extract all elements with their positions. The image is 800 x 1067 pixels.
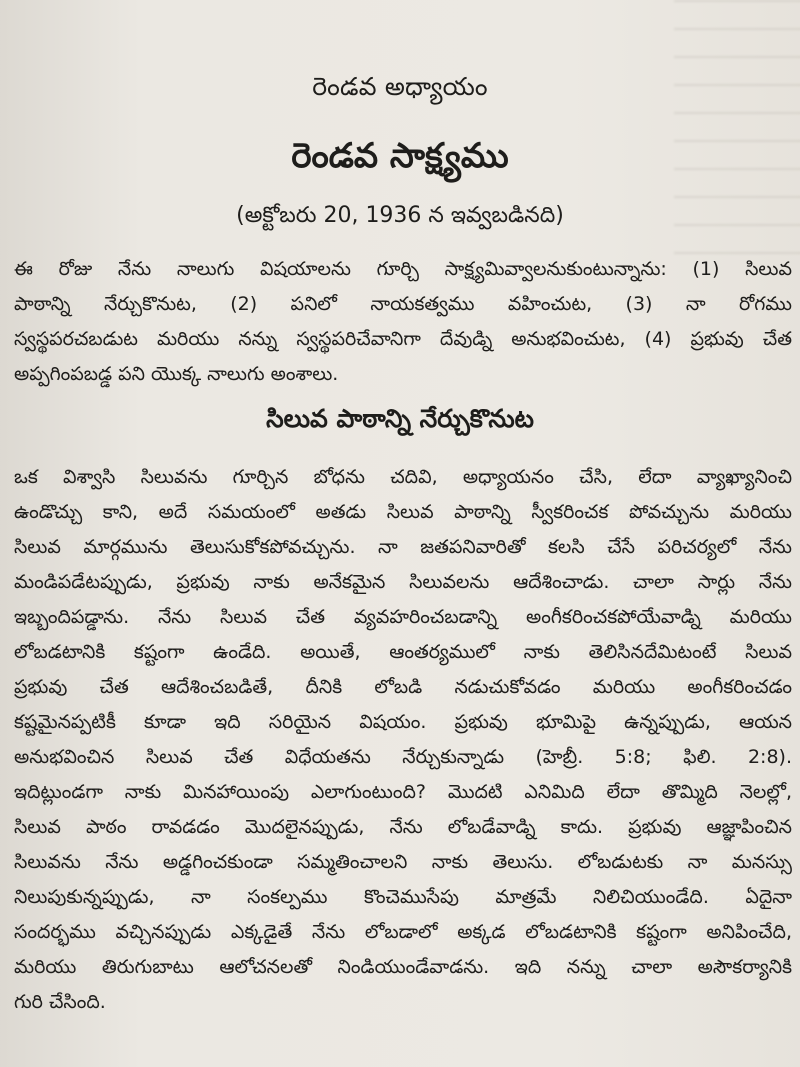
paragraph-line: సిలువ మార్గమును తెలుసుకోకపోవచ్చును. నా జతపనివారితో కలసి చేసే పరిచర్యలో నేను (14, 536, 792, 558)
paragraph-line: లోబడటానికి కష్టంగా ఉండేది. అయితే, ఆంతర్యములో నాకు తెలిసినదేమిటంటే సిలువ (14, 641, 792, 663)
section-heading: సిలువ పాఠాన్ని నేర్చుకొనుట (266, 404, 534, 433)
paragraph-line: అప్పగింపబడ్డ పని యొక్క నాలుగు అంశాలు. (14, 363, 339, 385)
paragraph-line: ఇబ్బందిపడ్డాను. నేను సిలువ చేత వ్యవహరించబడాన్ని అంగీకరించకపోయేవాడ్ని మరియు (14, 606, 792, 628)
chapter-title: రెండవ సాక్ష్యము (291, 136, 509, 176)
paragraph-line: అనుభవించిన సిలువ చేత విధేయతను నేర్చుకున్నాడు (హెబ్రీ. 5:8; ఫిలి. 2:8). (14, 746, 792, 768)
paragraph-line: స్వస్థపరచబడుట మరియు నన్ను స్వస్థపరిచేవానిగా దేవుడ్ని అనుభవించుట, (4) ప్రభువు చేత (14, 328, 792, 350)
paragraph-line: ఈ రోజు నేను నాలుగు విషయాలను గూర్చి సాక్ష్యమివ్వాలనుకుంటున్నాను: (1) సిలువ (14, 258, 792, 280)
paragraph-line: మండిపడేటప్పుడు, ప్రభువు నాకు అనేకమైన సిలువలను ఆదేశించాడు. చాలా సార్లు నేను (14, 571, 792, 593)
chapter-date: (అక్టోబరు 20, 1936 న ఇవ్వబడినది) (236, 203, 564, 228)
paragraph-line: కష్టమైనప్పటికీ కూడా ఇది సరియైన విషయం. ప్రభువు భూమిపై ఉన్నప్పుడు, ఆయన (14, 711, 792, 733)
paragraph-line: మరియు తిరుగుబాటు ఆలోచనలతో నిండియుండేవాడను. ఇది నన్ను చాలా అసౌకర్యానికి (14, 956, 792, 978)
paragraph-line: సందర్భము వచ్చినప్పుడు ఎక్కడైతే నేను లోబడాలో అక్కడ లోబడటానికి కష్టంగా అనిపించేది, (14, 921, 792, 943)
paragraph-line: సిలువను నేను అడ్డగించకుండా సమ్మతించాలని నాకు తెలుసు. లోబడుటకు నా మనస్సు (14, 851, 792, 873)
paragraph-line: నిలుపుకున్నప్పుడు, నా సంకల్పము కొంచెముసేపు మాత్రమే నిలిచియుండేది. ఏదైనా (14, 886, 792, 908)
paragraph-line: సిలువ పాఠం రావడడం మొదలైనప్పుడు, నేను లోబడేవాడ్ని కాదు. ప్రభువు ఆజ్ఞాపించిన (14, 816, 792, 838)
paragraph-line: గురి చేసింది. (14, 991, 106, 1013)
paragraph-line: ఉండొచ్చు కాని, అదే సమయంలో అతడు సిలువ పాఠాన్ని స్వీకరించక పోవచ్చును మరియు (14, 501, 792, 523)
chapter-label: రెండవ అధ్యాయం (312, 72, 488, 101)
paragraph-line: ప్రభువు చేత ఆదేశించబడితే, దీనికి లోబడి నడుచుకోవడం మరియు అంగీకరించడం (14, 676, 792, 698)
paragraph-line: పాఠాన్ని నేర్చుకొనుట, (2) పనిలో నాయకత్వము వహించుట, (3) నా రోగము (14, 293, 792, 315)
paragraph-line: ఒక విశ్వాసి సిలువను గూర్చిన బోధను చదివి, అధ్యాయనం చేసి, లేదా వ్యాఖ్యానించి (14, 466, 792, 488)
paragraph-line: ఇదిట్లుండగా నాకు మినహాయింపు ఎలాగుంటుంది? మొదటి ఎనిమిది లేదా తొమ్మిది నెలల్లో, (14, 781, 792, 803)
